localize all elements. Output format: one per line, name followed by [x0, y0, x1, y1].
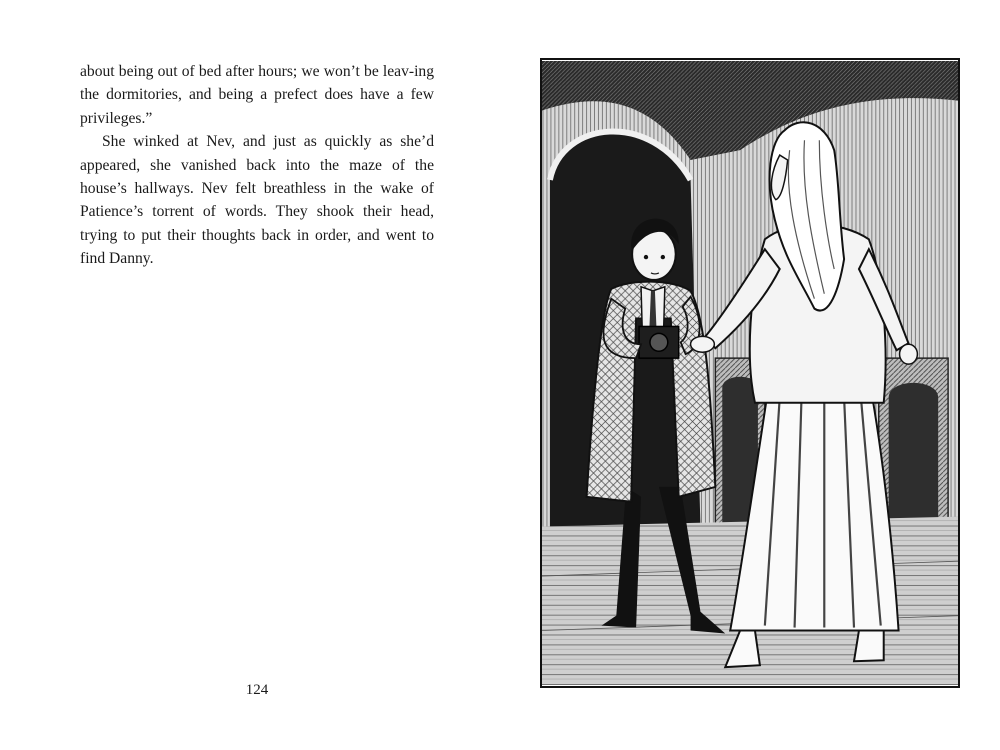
page-number: 124 — [245, 682, 269, 698]
paragraph-continued: about being out of bed after hours; we won’t be leav-ing the dormitories, and being a prefect does have a few privileges.” — [80, 63, 434, 127]
illustration — [540, 58, 960, 688]
illustration-artwork — [542, 60, 958, 686]
paragraph: She winked at Nev, and just as quickly as she’d appeared, she vanished back into the maze of the house’s hallways. Nev felt breathless in the wake of Patience’s torrent of words. They shook their head, trying to put their thoughts back in order, and went to find Danny. — [80, 133, 434, 268]
left-page-text — [80, 60, 434, 271]
